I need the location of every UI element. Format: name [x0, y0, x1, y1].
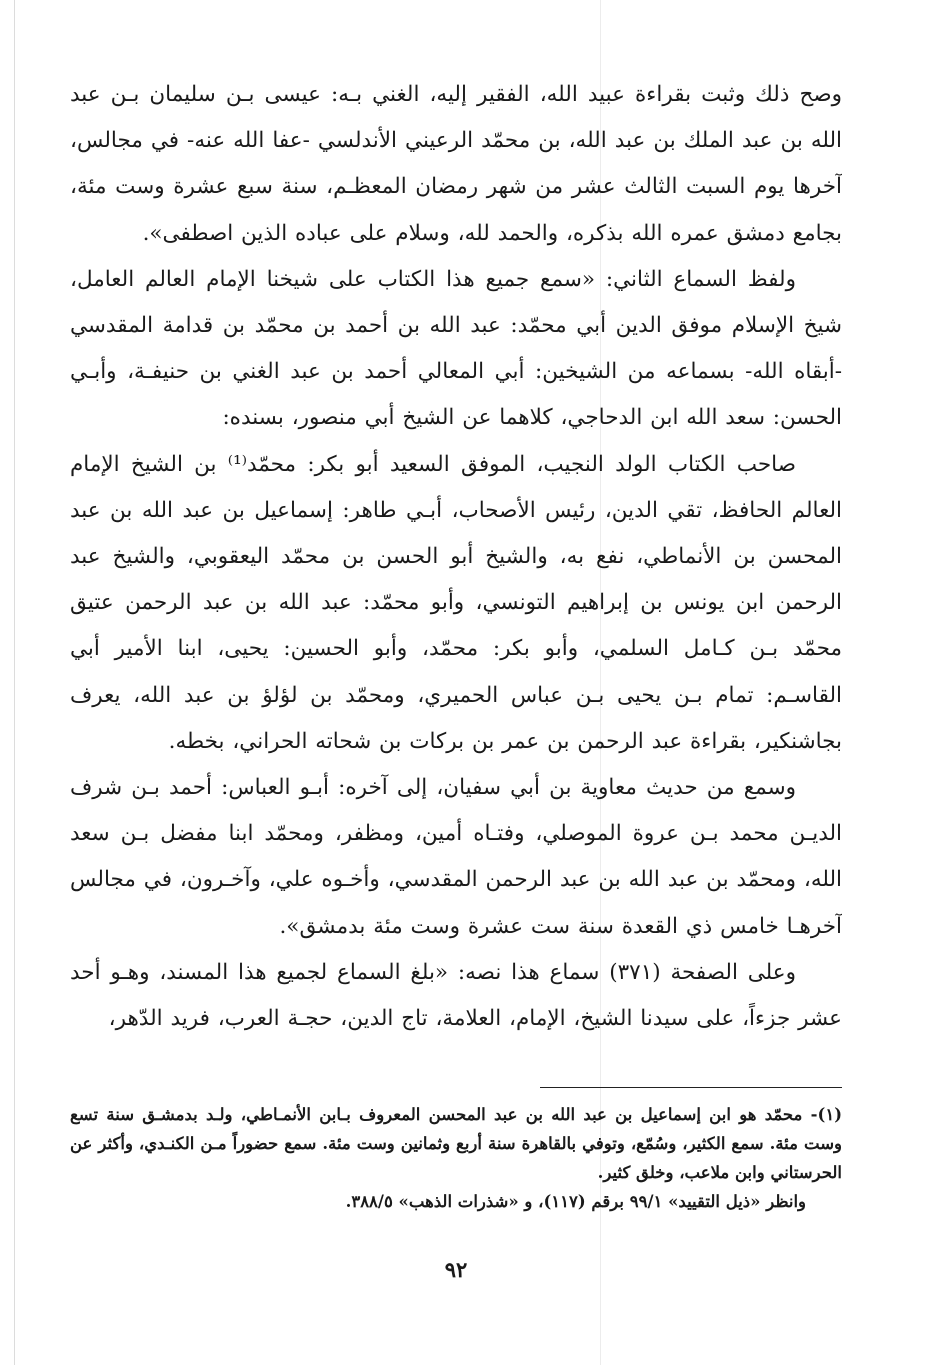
paragraph-2: ولفظ السماع الثاني: «سمع جميع هذا الكتاب على شيخنا الإمام العالم العامل، شيخ الإسلام موفق الدين أبي محمّد: عبد الله بن أحمد بن محمّد بن قدامة المقدسي -أبقاه الله- بسماعه من الشيخين: أبي المعالي أحمد بن عبد الغني بن حنيفـة، وأبـي الحسن: سعد الله ابن الدحاجي، كلاهما عن الشيخ أبي منصور، بسنده:: [70, 266, 842, 431]
footnote-1: (١)- محمّد هو ابن إسماعيل بن عبد الله بن عبد المحسن المعروف بـابن الأنمـاطي، ولـد بدمشـق سنة تسع وست مئة. سمع الكثير، وسُمّع، وتوفي بالقاهرة سنة أربع وثمانين وست مئة. سمع حضوراً مـن الكنـدي، وأكثر عن الحرستاني وابن ملاعب، وخلق كثير.: [70, 1105, 842, 1182]
page-number: ٩٢: [444, 1257, 468, 1282]
footnote-reference: وانظر «ذيل التقييد» ٩٩/١ برقم (١١٧)، و «شذرات الذهب» ٣٨٨/٥.: [345, 1192, 806, 1211]
paragraph-3: صاحب الكتاب الولد النجيب، الموفق السعيد أبو بكر: محمّد⁽¹⁾ بن الشيخ الإمام العالم الحافظ، تقي الدين، رئيس الأصحاب، أبـي طاهر: إسماعيل بن عبد الله بن عبد المحسن بن الأنماطي، نفع به، والشيخ أبو الحسن بن محمّد اليعقوبي، والشيخ عبد الرحمن ابن يونس بن إبراهيم التونسي، وأبو محمّد: عبد الله بن عبد الرحمن عتيق محمّد بـن كـامل السلمي، وأبو بكر: محمّد، وأبو الحسين: يحيى، ابنا الأمير أبي القاسـم: تمام بـن يحيى بـن عباس الحميري، ومحمّد بن لؤلؤ بن عبد الله، يعرف بجاشنكير، بقراءة عبد الرحمن بن عمر بن بركات بن شحاته الحراني، بخطه.: [70, 451, 842, 754]
footnote-separator: [540, 1087, 842, 1088]
paragraph-4: وسمع من حديث معاوية بن أبي سفيان، إلى آخره: أبـو العباس: أحمد بـن شرف الديـن محمد بـن عروة الموصلي، وفتـاه أمين، ومظفر، ومحمّد ابنا مفضل بـن سعد الله، ومحمّد بن عبد الله بن عبد الرحمن المقدسي، وأخـوه علي، وآخـرون، في مجالس آخرهـا خامس ذي القعدة سنة ست عشرة وست مئة بدمشق».: [70, 775, 842, 939]
main-text: [70, 72, 842, 1042]
footnotes: [70, 1100, 842, 1216]
paragraph-1: وصح ذلك وثبت بقراءة عبيد الله، الفقير إليه، الغني بـه: عيسى بـن سليمان بـن عبد الله بن عبد الملك بن عبد الله، بن محمّد الرعيني الأندلسي -عفا الله عنه- في مجالس، آخرها يوم السبت الثالث عشر من شهر رمضان المعظـم، سنة سبع عشرة وست مئة، بجامع دمشق عمره الله بذكره، والحمد لله، وسلام على عباده الذين اصطفى».: [70, 82, 842, 246]
paragraph-5: وعلى الصفحة (٣٧١) سماع هذا نصه: «بلغ السماع لجميع هذا المسند، وهـو أحد عشر جزءاً، على سيدنا الشيخ، الإمام، العلامة، تاج الدين، حجـة العرب، فريد الدّهر،: [70, 959, 842, 1032]
scan-edge-left: [14, 0, 15, 1365]
book-page: [70, 72, 842, 1352]
